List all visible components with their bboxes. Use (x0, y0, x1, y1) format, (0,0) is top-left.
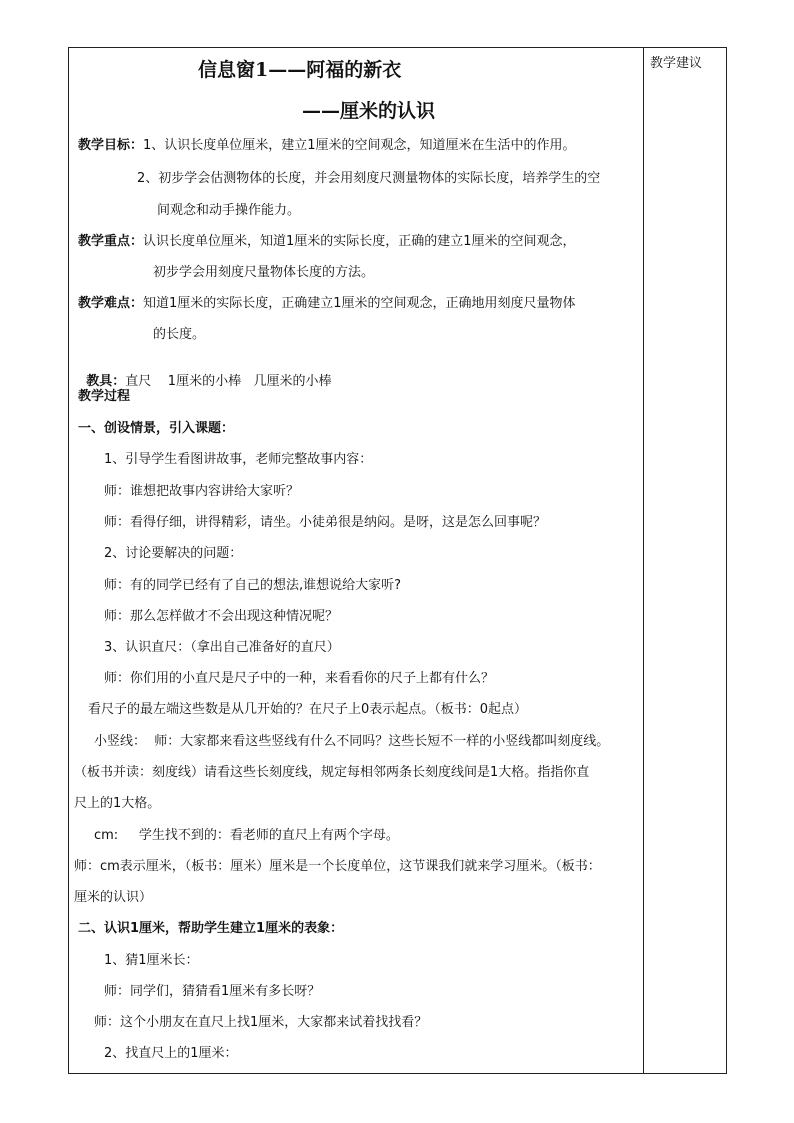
goals-item-2: 2、初步学会估测物体的长度，并会用刻度尺测量物体的实际长度，培养学生的空 (137, 171, 601, 186)
section-1-heading: 一、创设情景，引入课题： (78, 421, 235, 436)
s2-line-3: 师：这个小朋友在直尺上找1厘米，大家都来试着找找看？ (94, 1015, 428, 1030)
tools-text: 直尺 1厘米的小棒 几厘米的小棒 (125, 374, 332, 389)
difficulty-line (78, 296, 576, 312)
s1-line-12: 尺上的1大格。 (74, 796, 161, 811)
s1-line-10: 小竖线： 师：大家都来看这些竖线有什么不同吗？这些长短不一样的小竖线都叫刻度线。 (94, 734, 610, 749)
key-points-label: 教学重点： (78, 234, 144, 249)
difficulty-text: 知道1厘米的实际长度，正确建立1厘米的空间观念，正确地用刻度尺量物体 (143, 296, 576, 311)
s1-line-8: 师：你们用的小直尺是尺子中的一种，来看看你的尺子上都有什么？ (104, 671, 495, 686)
goals-line-1 (78, 138, 576, 154)
teaching-suggestion-header: 教学建议 (650, 56, 703, 71)
difficulty-label: 教学难点： (78, 296, 144, 311)
goals-item-1: 1、认识长度单位厘米，建立1厘米的空间观念，知道厘米在生活中的作用。 (143, 138, 576, 153)
s1-line-6: 师：那么怎样做才不会出现这种情况呢？ (104, 609, 339, 624)
goals-label: 教学目标： (78, 138, 144, 153)
s1-line-5: 师：有的同学已经有了自己的想法,谁想说给大家听? (104, 578, 402, 593)
s1-line-9: 看尺子的最左端这些数是从几开始的？在尺子上0表示起点。（板书：0起点） (88, 702, 528, 717)
s1-line-15: 厘米的认识） (74, 890, 153, 905)
tools-label: 教具： (86, 374, 126, 389)
goals-item-2-cont: 间观念和动手操作能力。 (157, 203, 301, 218)
section-2-heading: 二、认识1厘米，帮助学生建立1厘米的表象： (78, 921, 344, 936)
difficulty-cont: 的长度。 (153, 327, 206, 342)
s2-line-1: 1、猜1厘米长： (104, 953, 199, 968)
s1-line-11: （板书并读：刻度线）请看这些长刻度线，规定每相邻两条长刻度线间是1大格。指指你直 (74, 765, 590, 780)
s2-line-4: 2、找直尺上的1厘米： (104, 1046, 238, 1061)
s1-line-3: 师：看得仔细，讲得精彩，请坐。小徒弟很是纳闷。是呀，这是怎么回事呢？ (104, 515, 547, 530)
lesson-title: 信息窗1——阿福的新衣 (198, 59, 402, 81)
s1-line-14: 师：cm表示厘米，（板书：厘米）厘米是一个长度单位，这节课我们就来学习厘米。（板书： (74, 859, 601, 874)
s1-line-2: 师：谁想把故事内容讲给大家听？ (104, 484, 300, 499)
key-points-line (78, 234, 576, 250)
column-divider (643, 47, 644, 1074)
tools-line (78, 358, 331, 390)
s2-line-2: 师：同学们，猜猜看1厘米有多长呀？ (104, 984, 321, 999)
s1-line-13: cm: 学生找不到的：看老师的直尺上有两个字母。 (94, 828, 399, 843)
s1-line-1: 1、引导学生看图讲故事，老师完整故事内容： (104, 452, 373, 467)
lesson-subtitle: ——厘米的认识 (302, 100, 436, 122)
process-heading: 教学过程 (78, 389, 131, 404)
s1-line-4: 2、讨论要解决的问题： (104, 546, 243, 561)
key-points-text: 认识长度单位厘米，知道1厘米的实际长度，正确的建立1厘米的空间观念， (143, 234, 576, 249)
s1-line-7: 3、认识直尺：（拿出自己准备好的直尺） (104, 640, 340, 655)
key-points-cont: 初步学会用刻度尺量物体长度的方法。 (153, 265, 375, 280)
